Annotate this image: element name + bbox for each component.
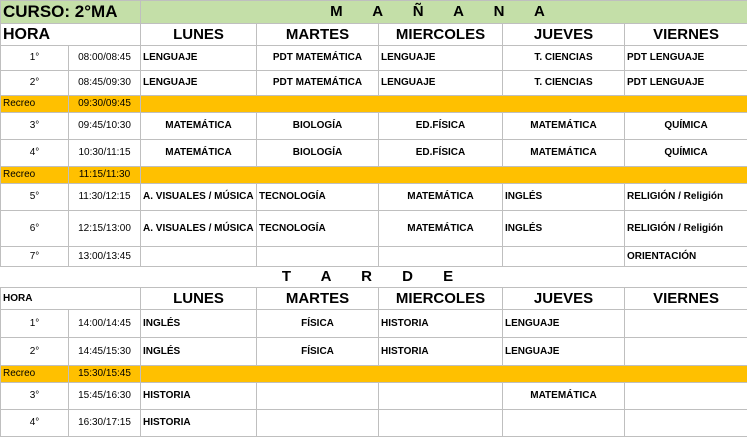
tarde-header-row <box>1 288 747 310</box>
subject-cell: FÍSICA <box>257 310 379 338</box>
day-header: MARTES <box>257 24 379 46</box>
table-row <box>1 383 747 410</box>
subject-cell: INGLÉS <box>503 211 625 247</box>
period-time: 11:30/12:15 <box>69 184 141 211</box>
subject-cell: ED.FÍSICA <box>379 113 503 140</box>
subject-cell: MATEMÁTICA <box>141 140 257 167</box>
period-number: 1° <box>1 46 69 71</box>
period-time: 15:45/16:30 <box>69 383 141 410</box>
subject-cell: ORIENTACIÓN <box>625 247 747 267</box>
recreo-fill <box>141 366 747 383</box>
period-time: 12:15/13:00 <box>69 211 141 247</box>
day-header: MIERCOLES <box>379 288 503 310</box>
period-number: 2° <box>1 338 69 366</box>
subject-cell: INGLÉS <box>141 310 257 338</box>
subject-cell: HISTORIA <box>141 410 257 437</box>
period-number: 2° <box>1 71 69 96</box>
recreo-time: 11:15/11:30 <box>69 167 141 184</box>
day-header: JUEVES <box>503 288 625 310</box>
subject-cell: MATEMÁTICA <box>503 140 625 167</box>
period-time: 10:30/11:15 <box>69 140 141 167</box>
period-number: 5° <box>1 184 69 211</box>
tarde-label-row <box>1 267 747 288</box>
table-row <box>1 338 747 366</box>
day-header: VIERNES <box>625 288 747 310</box>
subject-cell <box>379 383 503 410</box>
period-time: 09:45/10:30 <box>69 113 141 140</box>
period-time: 08:00/08:45 <box>69 46 141 71</box>
subject-cell: LENGUAJE <box>379 46 503 71</box>
subject-cell <box>503 247 625 267</box>
hora-header: HORA <box>1 288 141 310</box>
subject-cell: QUÍMICA <box>625 113 747 140</box>
table-row <box>1 113 747 140</box>
subject-cell: HISTORIA <box>379 338 503 366</box>
subject-cell: LENGUAJE <box>379 71 503 96</box>
period-time: 13:00/13:45 <box>69 247 141 267</box>
recreo-row <box>1 366 747 383</box>
manana-label: M A Ñ A N A <box>141 1 747 24</box>
day-header: LUNES <box>141 288 257 310</box>
table-row <box>1 247 747 267</box>
subject-cell: INGLÉS <box>503 184 625 211</box>
subject-cell: PDT MATEMÁTICA <box>257 46 379 71</box>
period-number: 4° <box>1 410 69 437</box>
subject-cell: MATEMÁTICA <box>503 113 625 140</box>
day-header: MIERCOLES <box>379 24 503 46</box>
subject-cell: PDT LENGUAJE <box>625 46 747 71</box>
period-number: 3° <box>1 113 69 140</box>
subject-cell <box>257 383 379 410</box>
subject-cell: A. VISUALES / MÚSICA <box>141 184 257 211</box>
subject-cell <box>257 247 379 267</box>
period-number: 1° <box>1 310 69 338</box>
subject-cell <box>625 410 747 437</box>
subject-cell <box>625 338 747 366</box>
table-row <box>1 410 747 437</box>
subject-cell: RELIGIÓN / Religión <box>625 211 747 247</box>
course-title: CURSO: 2°MA <box>1 1 141 24</box>
period-number: 6° <box>1 211 69 247</box>
period-number: 4° <box>1 140 69 167</box>
subject-cell: INGLÉS <box>141 338 257 366</box>
period-number: 3° <box>1 383 69 410</box>
day-header: LUNES <box>141 24 257 46</box>
period-time: 16:30/17:15 <box>69 410 141 437</box>
recreo-row <box>1 167 747 184</box>
subject-cell <box>503 410 625 437</box>
subject-cell: T. CIENCIAS <box>503 71 625 96</box>
subject-cell: LENGUAJE <box>141 71 257 96</box>
recreo-row <box>1 96 747 113</box>
day-header: JUEVES <box>503 24 625 46</box>
subject-cell: MATEMÁTICA <box>141 113 257 140</box>
hora-header: HORA <box>1 24 141 46</box>
subject-cell: TECNOLOGÍA <box>257 211 379 247</box>
table-row <box>1 46 747 71</box>
period-time: 14:45/15:30 <box>69 338 141 366</box>
subject-cell: RELIGIÓN / Religión <box>625 184 747 211</box>
period-time: 08:45/09:30 <box>69 71 141 96</box>
subject-cell: BIOLOGÍA <box>257 113 379 140</box>
subject-cell: MATEMÁTICA <box>379 211 503 247</box>
table-row <box>1 71 747 96</box>
day-header: MARTES <box>257 288 379 310</box>
subject-cell <box>379 247 503 267</box>
subject-cell: TECNOLOGÍA <box>257 184 379 211</box>
recreo-label: Recreo <box>1 167 69 184</box>
tarde-label: T A R D E <box>281 268 467 285</box>
table-row <box>1 211 747 247</box>
subject-cell: LENGUAJE <box>503 338 625 366</box>
subject-cell <box>625 310 747 338</box>
recreo-time: 09:30/09:45 <box>69 96 141 113</box>
subject-cell <box>257 410 379 437</box>
recreo-fill <box>141 96 747 113</box>
subject-cell <box>379 410 503 437</box>
subject-cell: A. VISUALES / MÚSICA <box>141 211 257 247</box>
subject-cell: QUÍMICA <box>625 140 747 167</box>
recreo-label: Recreo <box>1 366 69 383</box>
table-row <box>1 184 747 211</box>
day-header: VIERNES <box>625 24 747 46</box>
subject-cell: T. CIENCIAS <box>503 46 625 71</box>
subject-cell: MATEMÁTICA <box>503 383 625 410</box>
table-row <box>1 140 747 167</box>
subject-cell: MATEMÁTICA <box>379 184 503 211</box>
period-time: 14:00/14:45 <box>69 310 141 338</box>
subject-cell: ED.FÍSICA <box>379 140 503 167</box>
subject-cell: HISTORIA <box>379 310 503 338</box>
subject-cell: PDT LENGUAJE <box>625 71 747 96</box>
subject-cell <box>625 383 747 410</box>
subject-cell: BIOLOGÍA <box>257 140 379 167</box>
recreo-time: 15:30/15:45 <box>69 366 141 383</box>
subject-cell: LENGUAJE <box>503 310 625 338</box>
subject-cell: LENGUAJE <box>141 46 257 71</box>
subject-cell: HISTORIA <box>141 383 257 410</box>
recreo-fill <box>141 167 747 184</box>
table-row <box>1 310 747 338</box>
subject-cell: PDT MATEMÁTICA <box>257 71 379 96</box>
recreo-label: Recreo <box>1 96 69 113</box>
subject-cell <box>141 247 257 267</box>
period-number: 7° <box>1 247 69 267</box>
subject-cell: FÍSICA <box>257 338 379 366</box>
